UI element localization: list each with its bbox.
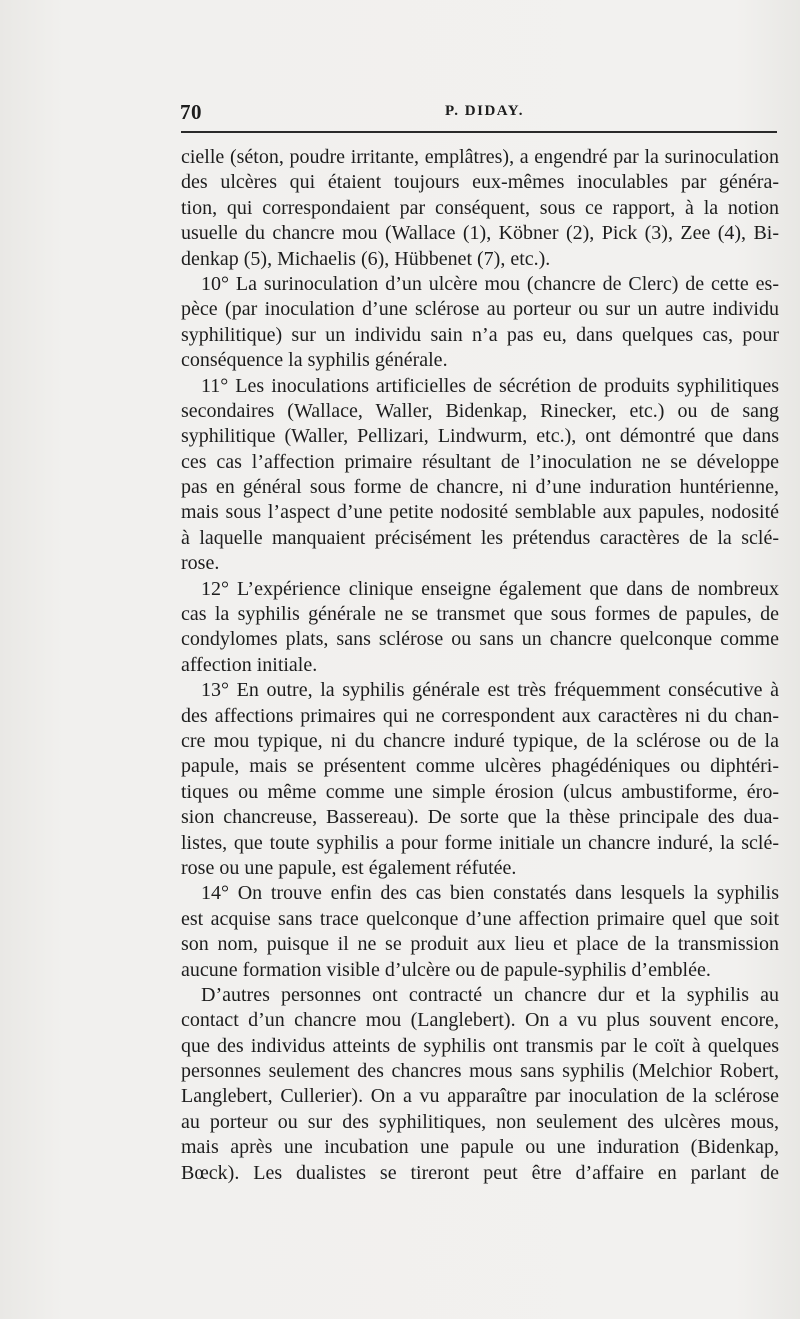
paragraph-13 — [181, 678, 779, 881]
text-line: des ulcères qui étaient toujours eux-mêmes inoculables par généra- — [181, 171, 779, 194]
running-head — [180, 100, 780, 126]
text-line: mais sous l’aspect d’une petite nodosité semblable aux papules, nodosité — [181, 501, 779, 524]
text-line: D’autres personnes ont contracté un chancre dur et la syphilis au — [201, 983, 779, 1006]
page-number: 70 — [180, 100, 202, 124]
text-line: usuelle du chancre mou (Wallace (1), Köbner (2), Pick (3), Zee (4), Bi- — [181, 222, 779, 245]
body-text — [181, 145, 779, 1186]
text-line: ces cas l’affection primaire résultant de l’inoculation ne se développe — [181, 450, 779, 473]
text-line: tion, qui correspondaient par conséquent, sous ce rapport, à la notion — [181, 196, 779, 219]
running-title: P. DIDAY. — [445, 103, 524, 119]
text-line: secondaires (Wallace, Waller, Bidenkap, Rinecker, etc.) ou de sang — [181, 399, 779, 422]
paragraph-continuation — [181, 145, 779, 272]
text-line: des affections primaires qui ne correspondent aux caractères ni du chan- — [181, 704, 779, 727]
text-line: cas la syphilis générale ne se transmet que sous formes de papules, de — [181, 603, 779, 626]
text-line: conséquence la syphilis générale. — [181, 349, 448, 372]
header-rule — [181, 131, 777, 133]
text-line: papule, mais se présentent comme ulcères phagédéniques ou diphtéri- — [181, 755, 779, 778]
text-line: syphilitique) sur un individu sain n’a pas eu, dans quelques cas, pour — [181, 323, 779, 346]
text-line: denkap (5), Michaelis (6), Hübbenet (7), etc.). — [181, 247, 551, 270]
text-line: listes, que toute syphilis a pour forme initiale un chancre induré, la sclé- — [181, 831, 779, 854]
text-line: condylomes plats, sans sclérose ou sans un chancre quelconque comme — [181, 628, 779, 651]
text-line: au porteur ou sur des syphilitiques, non seulement des ulcères mous, — [181, 1110, 779, 1133]
text-line: rose ou une papule, est également réfutée. — [181, 856, 517, 879]
text-line: pèce (par inoculation d’une sclérose au porteur ou sur un autre individu — [181, 298, 779, 321]
text-line: cre mou typique, ni du chancre induré typique, de la sclérose ou de la — [181, 729, 779, 752]
text-line: est acquise sans trace quelconque d’une affection primaire quel que soit — [181, 907, 779, 930]
text-line: pas en général sous forme de chancre, ni d’une induration huntérienne, — [181, 476, 779, 499]
paragraph-14 — [181, 881, 779, 983]
text-line: affection initiale. — [181, 653, 318, 676]
text-line: syphilitique (Waller, Pellizari, Lindwurm, etc.), ont démontré que dans — [181, 425, 779, 448]
text-line: son nom, puisque il ne se produit aux lieu et place de la transmission — [181, 933, 779, 956]
text-line: rose. — [181, 552, 220, 575]
text-line: tiques ou même comme une simple érosion (ulcus ambustiforme, éro- — [181, 780, 779, 803]
text-line: mais après une incubation une papule ou une induration (Bidenkap, — [181, 1136, 779, 1159]
text-line: contact d’un chancre mou (Langlebert). On a vu plus souvent encore, — [181, 1009, 779, 1032]
text-line: 14° On trouve enfin des cas bien constatés dans lesquels la syphilis — [201, 882, 779, 905]
paragraph-autres — [181, 983, 779, 1186]
paragraph-10 — [181, 272, 779, 374]
paragraph-12 — [181, 577, 779, 679]
text-line: à laquelle manquaient précisément les prétendus caractères de la sclé- — [181, 526, 779, 549]
text-line: personnes seulement des chancres mous sans syphilis (Melchior Robert, — [181, 1060, 779, 1083]
text-line: sion chancreuse, Bassereau). De sorte que la thèse principale des dua- — [181, 806, 779, 829]
text-line: 10° La surinoculation d’un ulcère mou (chancre de Clerc) de cette es- — [201, 272, 779, 295]
text-line: 12° L’expérience clinique enseigne également que dans de nombreux — [201, 577, 779, 600]
paragraph-11 — [181, 374, 779, 577]
text-line: 13° En outre, la syphilis générale est très fréquemment consécutive à — [201, 679, 779, 702]
text-line: aucune formation visible d’ulcère ou de papule-syphilis d’emblée. — [181, 958, 711, 981]
text-line: Langlebert, Cullerier). On a vu apparaître par inoculation de la sclérose — [181, 1085, 779, 1108]
text-line: Bœck). Les dualistes se tireront peut être d’affaire en parlant de — [181, 1161, 779, 1184]
text-line: que des individus atteints de syphilis ont transmis par le coït à quelques — [181, 1034, 779, 1057]
text-line: 11° Les inoculations artificielles de sécrétion de produits syphilitiques — [201, 374, 779, 397]
text-line: cielle (séton, poudre irritante, emplâtres), a engendré par la surinoculation — [181, 146, 779, 168]
